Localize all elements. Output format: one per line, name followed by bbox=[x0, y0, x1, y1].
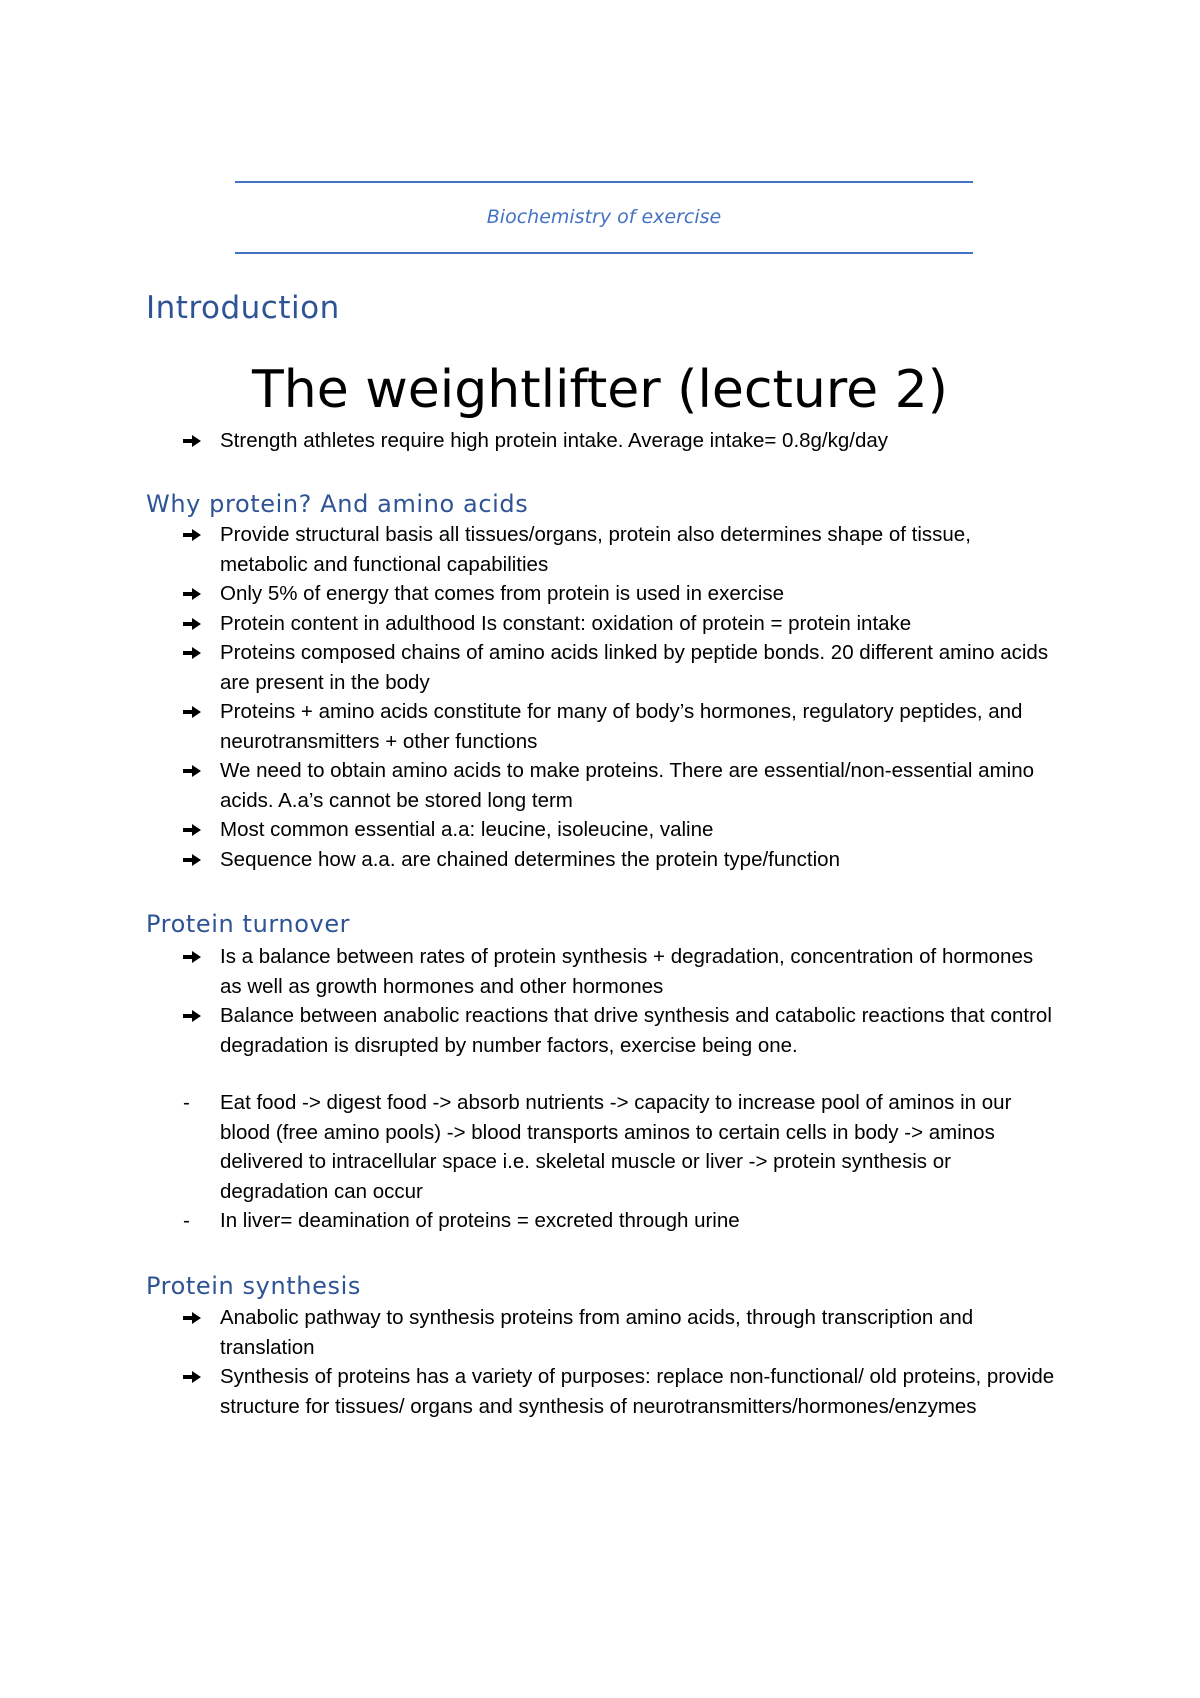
header-rule-bottom bbox=[235, 252, 973, 254]
list-item-text: Provide structural basis all tissues/organs, protein also determines shape of tissue, metabolic and functional capabilities bbox=[220, 523, 971, 576]
list-item-text: Balance between anabolic reactions that drive synthesis and catabolic reactions that control degradation is disrupted by number factors, exercise being one. bbox=[220, 1004, 1052, 1057]
list-item-text: Proteins + amino acids constitute for many of body’s hormones, regulatory peptides, and neurotransmitters + other functions bbox=[220, 700, 1023, 753]
list-item bbox=[180, 609, 1060, 639]
arrow-bullet-icon bbox=[182, 815, 204, 845]
arrow-bullet-icon bbox=[182, 942, 204, 972]
list-item-text: Anabolic pathway to synthesis proteins from amino acids, through transcription and translation bbox=[220, 1306, 974, 1359]
list-item bbox=[180, 697, 1060, 756]
list-item-text: Synthesis of proteins has a variety of purposes: replace non-functional/ old proteins, provide structure for tissues/ organs and synthesis of neurotransmitters/hormones/enzymes bbox=[220, 1365, 1055, 1418]
synthesis-list bbox=[180, 1303, 1060, 1421]
list-item bbox=[180, 579, 1060, 609]
list-item-text: Most common essential a.a: leucine, isoleucine, valine bbox=[220, 818, 714, 841]
arrow-bullet-icon bbox=[182, 426, 204, 456]
list-item bbox=[180, 638, 1060, 697]
list-item-text: Strength athletes require high protein intake. Average intake= 0.8g/kg/day bbox=[220, 429, 889, 452]
arrow-bullet-icon bbox=[182, 845, 204, 875]
arrow-bullet-icon bbox=[182, 697, 204, 727]
list-item-text: Sequence how a.a. are chained determines the protein type/function bbox=[220, 847, 840, 871]
arrow-bullet-icon bbox=[182, 579, 204, 609]
list-item bbox=[180, 426, 1060, 456]
arrow-bullet-icon bbox=[182, 520, 204, 550]
spacer bbox=[180, 1060, 1060, 1088]
list-item bbox=[180, 942, 1060, 1001]
arrow-bullet-icon bbox=[182, 1362, 204, 1392]
running-header: Biochemistry of exercise bbox=[486, 206, 722, 228]
list-item bbox=[180, 1001, 1060, 1060]
turnover-list bbox=[180, 942, 1060, 1236]
header-rule-top bbox=[235, 181, 973, 183]
list-item-text: Only 5% of energy that comes from protein is used in exercise bbox=[220, 582, 785, 605]
arrow-bullet-icon bbox=[182, 1303, 204, 1333]
list-item bbox=[180, 756, 1060, 815]
list-item bbox=[180, 1362, 1060, 1421]
heading-protein-synthesis: Protein synthesis bbox=[146, 1272, 361, 1300]
list-item bbox=[180, 520, 1060, 579]
dash-list-item bbox=[180, 1088, 1060, 1206]
arrow-bullet-icon bbox=[182, 1001, 204, 1031]
introduction-list bbox=[180, 426, 1060, 456]
arrow-bullet-icon bbox=[182, 609, 204, 639]
heading-why-protein: Why protein? And amino acids bbox=[146, 490, 529, 518]
why-protein-list bbox=[180, 520, 1060, 874]
list-item-text: Eat food -> digest food -> absorb nutrients -> capacity to increase pool of aminos in our blood (free amino pools) -> blood transports aminos to certain cells in body -> aminos delivered to intracellular space i.e. skeletal muscle or liver -> protein synthesis or degradation can occur bbox=[220, 1091, 1012, 1203]
list-item-text: Proteins composed chains of amino acids linked by peptide bonds. 20 different amino acids are present in the body bbox=[220, 641, 1049, 694]
list-item bbox=[180, 1303, 1060, 1362]
dash-list-item bbox=[180, 1206, 1060, 1236]
list-item-text: We need to obtain amino acids to make proteins. There are essential/non-essential amino acids. A.a’s cannot be stored long term bbox=[220, 759, 1035, 812]
list-item-text: Is a balance between rates of protein synthesis + degradation, concentration of hormones as well as growth hormones and other hormones bbox=[220, 945, 1034, 998]
heading-protein-turnover: Protein turnover bbox=[146, 910, 351, 938]
arrow-bullet-icon bbox=[182, 638, 204, 668]
arrow-bullet-icon bbox=[182, 756, 204, 786]
list-item-text: In liver= deamination of proteins = excreted through urine bbox=[220, 1209, 740, 1232]
document-title: The weightlifter (lecture 2) bbox=[252, 360, 948, 420]
heading-introduction: Introduction bbox=[146, 290, 340, 326]
dash-bullet: - bbox=[183, 1209, 190, 1232]
list-item-text: Protein content in adulthood Is constant: oxidation of protein = protein intake bbox=[220, 611, 912, 635]
list-item bbox=[180, 845, 1060, 875]
dash-bullet: - bbox=[183, 1091, 190, 1114]
list-item bbox=[180, 815, 1060, 845]
